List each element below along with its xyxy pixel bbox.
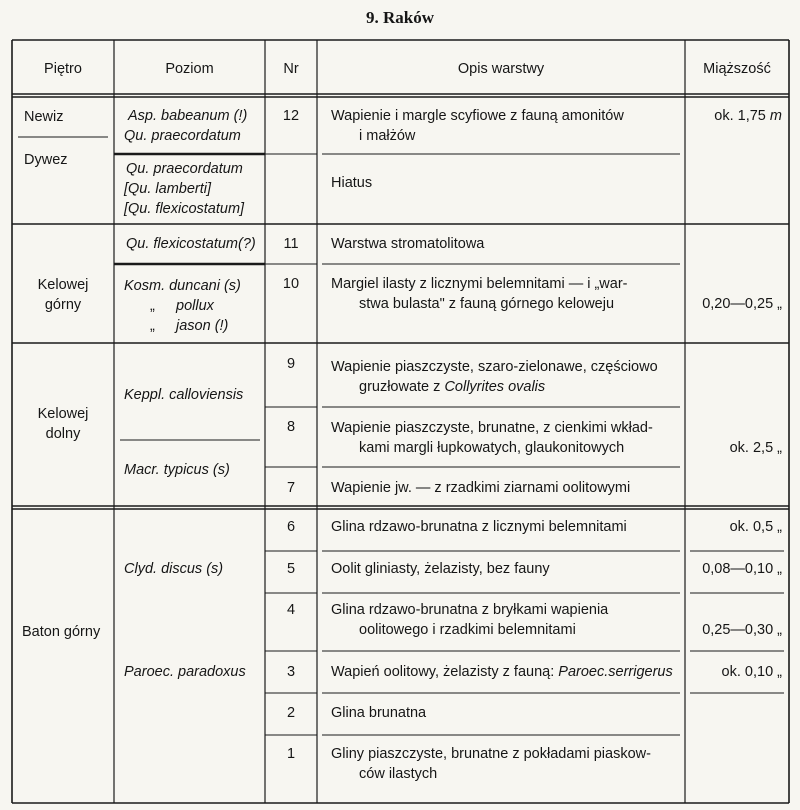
layer-3-desc-species: Paroec.serrigerus xyxy=(558,664,673,680)
layer-2-desc: Glina brunatna xyxy=(331,705,427,721)
layer-8-desc-2: kami margli łupkowatych, glaukonitowych xyxy=(359,440,625,456)
zone-ditto-1: „ xyxy=(150,298,155,314)
stage-baton-gorny: Baton górny xyxy=(22,624,101,640)
thickness-3: ok. 0,10 „ xyxy=(721,664,782,680)
header-poziom: Poziom xyxy=(165,61,214,77)
zone-qu-praecordatum-b: Qu. praecordatum xyxy=(126,161,243,177)
layer-5-desc: Oolit gliniasty, żelazisty, bez fauny xyxy=(331,561,550,577)
layer-9-desc-2 xyxy=(359,378,545,397)
layer-7-desc: Wapienie jw. — z rzadkimi ziarnami oolitowymi xyxy=(331,480,631,496)
header-nr: Nr xyxy=(283,61,299,77)
layer-nr-2: 2 xyxy=(286,705,296,721)
zone-qu-praecordatum-a: Qu. praecordatum xyxy=(124,128,241,144)
layer-9-desc-2-species: Collyrites ovalis xyxy=(444,379,546,395)
layer-12-desc-1: Wapienie i margle scyfiowe z fauną amonitów xyxy=(331,108,624,124)
layer-9-desc-1: Wapienie piaszczyste, szaro-zielonawe, częściowo xyxy=(331,359,658,375)
zone-clyd-discus: Clyd. discus (s) xyxy=(124,561,224,577)
layer-10-desc-2: stwa bulasta" z fauną górnego keloweju xyxy=(359,296,615,312)
zone-qu-flexicostatum-bracket: [Qu. flexicostatum] xyxy=(124,201,245,217)
layer-nr-12: 12 xyxy=(282,108,300,124)
layer-nr-11: 11 xyxy=(283,236,299,252)
zone-asp-babeanum: Asp. babeanum (!) xyxy=(128,108,248,124)
thickness-12 xyxy=(690,107,782,126)
stage-kelowej-dolny-2: dolny xyxy=(45,426,81,442)
layer-10-desc-1: Margiel ilasty z licznymi belemnitami — i „war- xyxy=(331,276,628,292)
layer-nr-9: 9 xyxy=(286,356,296,372)
thickness-8: ok. 2,5 „ xyxy=(729,440,782,456)
layer-nr-3: 3 xyxy=(286,664,296,680)
thickness-12-text: ok. 1,75 m xyxy=(714,108,782,124)
layer-3-desc xyxy=(331,663,673,682)
layer-9-desc-2-text: gruzłowate z xyxy=(359,379,445,395)
stage-kelowej-gorny-1: Kelowej xyxy=(37,277,89,293)
thickness-10: 0,20—0,25 „ xyxy=(702,296,782,312)
header-pietro: Piętro xyxy=(44,61,82,77)
layer-12-desc-2: i małżów xyxy=(359,128,416,144)
header-opis: Opis warstwy xyxy=(457,61,545,77)
stage-kelowej-dolny-1: Kelowej xyxy=(37,406,89,422)
layer-1-desc-1: Gliny piaszczyste, brunatne z pokładami piaskow- xyxy=(331,746,651,762)
layer-nr-5: 5 xyxy=(286,561,296,577)
thickness-5: 0,08—0,10 „ xyxy=(702,561,782,577)
zone-qu-flexicostatum: Qu. flexicostatum(?) xyxy=(126,236,256,252)
layer-nr-6: 6 xyxy=(286,519,296,535)
zone-kosm-duncani: Kosm. duncani (s) xyxy=(124,278,241,294)
layer-nr-10: 10 xyxy=(282,276,300,292)
zone-pollux: pollux xyxy=(176,298,214,314)
thickness-unit: m xyxy=(769,108,782,124)
layer-8-desc-1: Wapienie piaszczyste, brunatne, z cienkimi wkład- xyxy=(331,420,653,436)
layer-3-desc-text: Wapień oolitowy, żelazisty z fauną: xyxy=(331,664,559,680)
stage-dywez: Dywez xyxy=(24,152,68,168)
zone-ditto-2: „ xyxy=(150,318,155,334)
layer-nr-4: 4 xyxy=(286,602,296,618)
thickness-6: ok. 0,5 „ xyxy=(729,519,782,535)
stage-kelowej-gorny-2: górny xyxy=(44,297,82,313)
layer-4-desc-2: oolitowego i rzadkimi belemnitami xyxy=(359,622,576,638)
zone-paroec-paradoxus: Paroec. paradoxus xyxy=(124,664,246,680)
zone-jason: jason (!) xyxy=(176,318,229,334)
layer-hiatus-desc: Hiatus xyxy=(331,175,373,191)
layer-4-desc-1: Glina rdzawo-brunatna z bryłkami wapienia xyxy=(331,602,609,618)
header-miazszosc: Miąższość xyxy=(703,61,771,77)
table-title: 9. Raków xyxy=(365,8,434,27)
layer-6-desc: Glina rdzawo-brunatna z licznymi belemnitami xyxy=(331,519,627,535)
stage-newiz: Newiz xyxy=(24,109,64,125)
layer-11-desc: Warstwa stromatolitowa xyxy=(331,236,485,252)
thickness-4: 0,25—0,30 „ xyxy=(702,622,782,638)
zone-macr-typicus: Macr. typicus (s) xyxy=(124,462,230,478)
layer-nr-8: 8 xyxy=(286,419,296,435)
layer-nr-7: 7 xyxy=(286,480,296,496)
layer-nr-1: 1 xyxy=(286,746,296,762)
zone-keppl-calloviensis: Keppl. calloviensis xyxy=(124,387,244,403)
layer-1-desc-2: ców ilastych xyxy=(359,766,438,782)
zone-qu-lamberti: [Qu. lamberti] xyxy=(124,181,212,197)
